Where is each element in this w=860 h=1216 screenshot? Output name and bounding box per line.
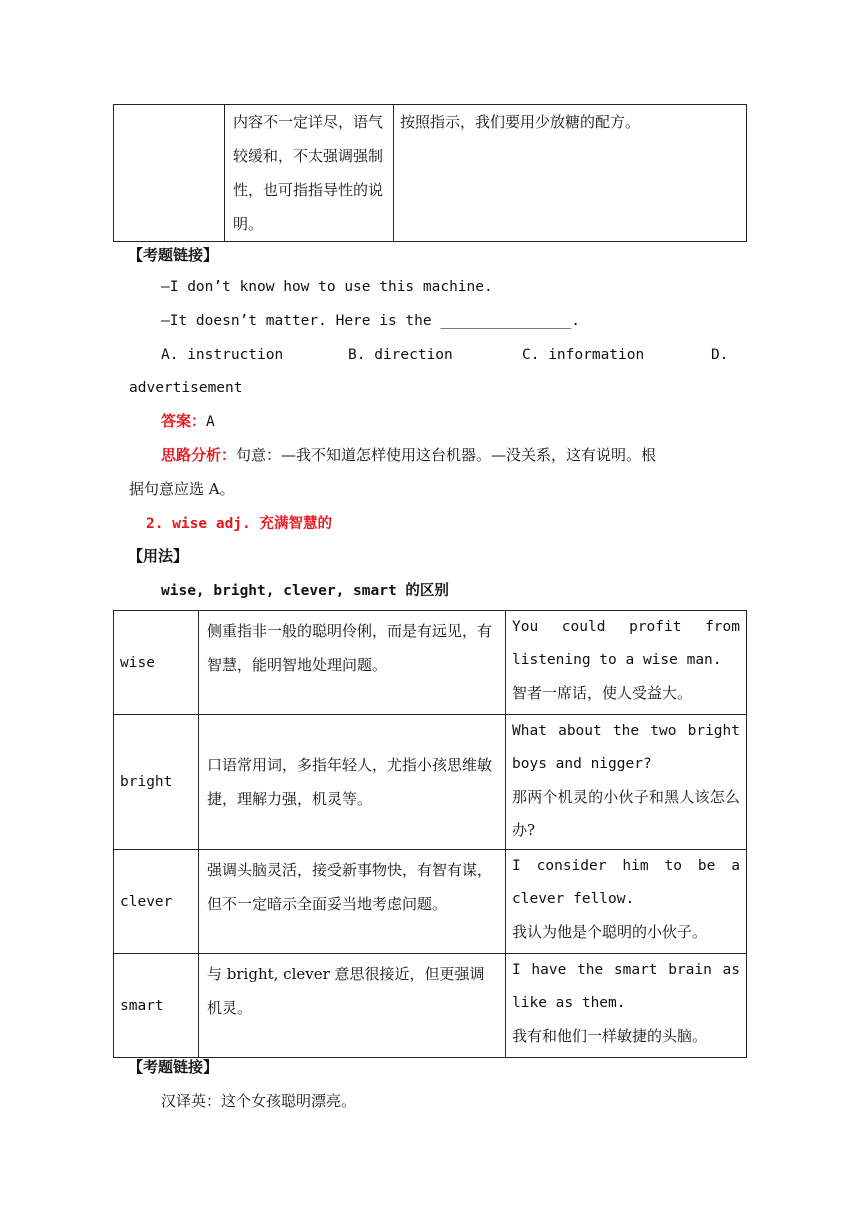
analysis-line-1 [161, 441, 656, 469]
option-b: B. direction [348, 347, 453, 363]
example-english: I have the smart brain as like as them. [512, 962, 740, 1011]
example-english: What about the two bright boys and nigger? [512, 723, 740, 772]
example-english: I consider him to be a clever fellow. [512, 858, 740, 907]
dialog-line-1: —I don’t know how to use this machine. [161, 279, 493, 295]
exam-link-heading-2: 【考题链接】 [128, 1058, 219, 1076]
analysis-line-2: 据句意应选 A。 [129, 480, 235, 498]
usage-heading: 【用法】 [128, 547, 189, 565]
answer-label: 答案： [161, 412, 207, 430]
table-row [114, 715, 747, 850]
table-cell-example: 按照指示，我们要用少放糖的配方。 [394, 105, 747, 242]
analysis-text-1: 句意：—我不知道怎样使用这台机器。—没关系，这有说明。根 [236, 446, 657, 464]
meaning-cell: 口语常用词，多指年轻人，尤指小孩思维敏捷，理解力强，机灵等。 [199, 715, 506, 850]
analysis-label: 思路分析： [161, 446, 237, 464]
exam-link-heading: 【考题链接】 [128, 246, 219, 264]
compare-title [161, 576, 449, 605]
example-cell [506, 611, 747, 715]
word-cell: wise [114, 611, 199, 715]
example-chinese: 我有和他们一样敏捷的头脑。 [512, 1027, 708, 1045]
word-cell: smart [114, 954, 199, 1058]
word-title [146, 509, 332, 538]
usage-table-continued [113, 104, 747, 242]
example-cell [506, 715, 747, 850]
example-chinese: 智者一席话，使人受益大。 [512, 684, 693, 702]
table-cell-empty [114, 105, 225, 242]
example-chinese: 我认为他是个聪明的小伙子。 [512, 923, 708, 941]
option-d-word: advertisement [129, 380, 243, 396]
synonym-comparison-table [113, 610, 747, 1058]
translation-task: 汉译英：这个女孩聪明漂亮。 [161, 1092, 357, 1110]
word-title-text: 2. wise adj. 充满智慧的 [146, 516, 332, 532]
meaning-cell: 与 bright, clever 意思很接近，但更强调机灵。 [199, 954, 506, 1058]
option-a: A. instruction [161, 347, 284, 363]
meaning-cell: 侧重指非一般的聪明伶俐，而是有远见，有智慧，能明智地处理问题。 [199, 611, 506, 715]
meaning-cell: 强调头脑灵活，接受新事物快，有智有谋，但不一定暗示全面妥当地考虑问题。 [199, 850, 506, 954]
example-cell [506, 954, 747, 1058]
dialog-line-2: —It doesn’t matter. Here is the _______________. [161, 313, 581, 329]
table-row [114, 850, 747, 954]
table-row [114, 954, 747, 1058]
option-d-prefix: D. [711, 347, 729, 363]
option-c: C. information [522, 347, 645, 363]
compare-title-text: wise, bright, clever, smart 的区别 [161, 583, 449, 599]
answer-line [161, 407, 215, 436]
example-cell [506, 850, 747, 954]
word-cell: clever [114, 850, 199, 954]
table-row [114, 611, 747, 715]
table-cell-description: 内容不一定详尽，语气较缓和，不太强调强制性，也可指指导性的说明。 [225, 105, 394, 242]
example-chinese: 那两个机灵的小伙子和黑人该怎么办? [512, 788, 740, 839]
word-cell: bright [114, 715, 199, 850]
answer-value: A [206, 414, 215, 430]
example-english: You could profit from listening to a wise man. [512, 619, 740, 668]
